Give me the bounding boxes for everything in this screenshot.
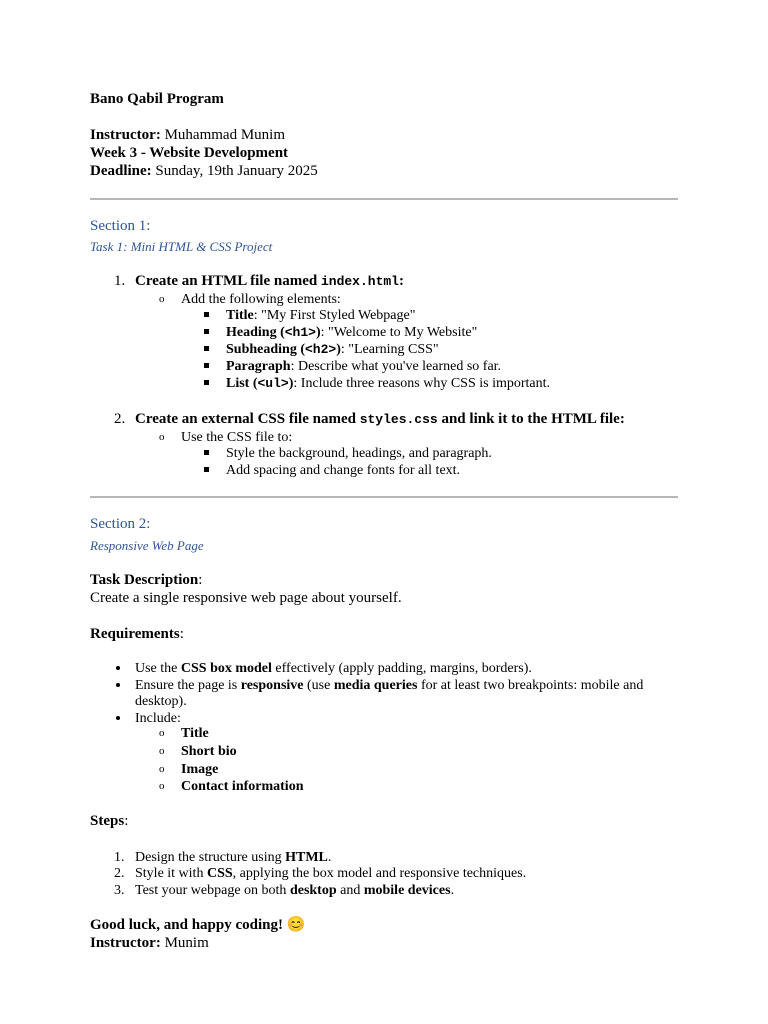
horizontal-rule (90, 198, 678, 200)
requirement-item-continued: desktop). (135, 694, 187, 709)
circle-bullet-icon: o (159, 745, 165, 757)
req-bold: CSS box model (180, 661, 272, 676)
req-text: Use the (135, 661, 181, 676)
deadline-value: Sunday, 19th January 2025 (151, 163, 318, 179)
circle-bullet-icon: o (159, 780, 165, 792)
bullet-text: : "Learning CSS" (340, 342, 439, 357)
bullet-bold: Paragraph (226, 359, 291, 374)
steps-colon: : (124, 813, 129, 829)
item-2-bullet: Add spacing and change fonts for all text. (226, 463, 461, 478)
bullet-dot-icon (116, 683, 120, 687)
item-2-lead: Create an external CSS file named (135, 411, 360, 427)
step-item (135, 849, 331, 866)
requirements-colon: : (179, 626, 184, 642)
bullet-text: : "Welcome to My Website" (320, 325, 478, 340)
item-2-sub: Use the CSS file to: (181, 430, 293, 445)
section-2-title: Section 2: (90, 516, 151, 532)
req-text: for at least two breakpoints: mobile and (417, 678, 644, 693)
requirement-item (135, 677, 643, 694)
req-bold: responsive (240, 678, 304, 693)
item-1-heading (135, 273, 404, 290)
task-description-heading (90, 572, 202, 589)
item-1-bullet-heading (226, 324, 477, 341)
item-1-bullet-paragraph (226, 358, 501, 375)
closing-instructor-name: Munim (160, 935, 209, 951)
item-2-number: 2. (114, 411, 126, 427)
circle-bullet-icon: o (159, 727, 165, 739)
task-colon: : (198, 572, 203, 588)
week-title: Week 3 - Website Development (90, 145, 289, 161)
step-number: 2. (114, 866, 125, 881)
steps-label: Steps (90, 813, 125, 829)
program-title: Bano Qabil Program (90, 91, 224, 107)
step-bold: CSS (206, 866, 233, 881)
square-bullet-icon (204, 363, 209, 368)
circle-bullet-icon: o (159, 431, 165, 443)
include-item: Title (181, 726, 209, 741)
horizontal-rule (90, 496, 678, 498)
include-item: Contact information (181, 779, 304, 794)
item-1-bullet-list (226, 375, 550, 392)
deadline-line (90, 163, 318, 180)
item-2-heading (135, 411, 625, 428)
bullet-text: : Describe what you've learned so far. (290, 359, 502, 374)
step-text: Test your webpage on both (135, 883, 290, 898)
bullet-bold-end: ) (288, 376, 294, 391)
bullet-bold: Title (226, 308, 254, 323)
bullet-bold-end: ) (315, 325, 321, 340)
bullet-bold-end: ) (336, 342, 341, 357)
closing-instructor-label: Instructor: (90, 935, 161, 951)
item-1-lead: Create an HTML file named (135, 273, 321, 289)
req-bold: media queries (333, 678, 418, 693)
deadline-label: Deadline: (90, 163, 152, 179)
step-text: . (450, 883, 455, 898)
step-item (135, 865, 526, 882)
section-2-subtitle: Responsive Web Page (90, 538, 204, 553)
step-text: Design the structure using (135, 850, 286, 865)
bullet-code: <h2> (304, 342, 337, 357)
bullet-bold: List ( (226, 376, 258, 391)
step-bold: HTML (285, 850, 328, 865)
item-1-code: index.html (320, 274, 399, 289)
steps-heading (90, 813, 128, 830)
square-bullet-icon (204, 380, 209, 385)
bullet-text: : Include three reasons why CSS is important. (293, 376, 551, 391)
closing-line: Good luck, and happy coding! 😊 (90, 917, 306, 933)
item-1-bullet-subheading (226, 341, 439, 358)
item-2-bullet: Style the background, headings, and paragraph. (226, 446, 492, 461)
task-label: Task Description (90, 572, 199, 588)
bullet-code: <h1> (284, 325, 316, 340)
square-bullet-icon (204, 450, 209, 455)
step-text: and (336, 883, 364, 898)
instructor-label: Instructor: (90, 127, 161, 143)
bullet-text: : "My First Styled Webpage" (253, 308, 416, 323)
circle-bullet-icon: o (159, 293, 165, 305)
step-number: 1. (114, 850, 125, 865)
item-2-code: styles.css (359, 412, 438, 427)
step-number: 3. (114, 883, 125, 898)
closing-instructor (90, 935, 209, 952)
step-text: . (327, 850, 332, 865)
task-description-text: Create a single responsive web page about yourself. (90, 590, 402, 606)
square-bullet-icon (204, 346, 209, 351)
req-text: (use (303, 678, 334, 693)
bullet-bold: Subheading ( (226, 342, 305, 357)
square-bullet-icon (204, 312, 209, 317)
requirements-heading (90, 626, 184, 643)
bullet-bold: Heading ( (226, 325, 285, 340)
item-1-sub: Add the following elements: (181, 292, 341, 307)
include-item: Short bio (181, 744, 237, 759)
req-text: effectively (apply padding, margins, borders). (271, 661, 532, 676)
item-1-bullet-title (226, 307, 415, 324)
step-bold: mobile devices (363, 883, 451, 898)
step-item (135, 882, 454, 899)
req-text: Ensure the page is (135, 678, 241, 693)
item-1-number: 1. (114, 273, 126, 289)
requirement-item: Include: (135, 711, 181, 726)
requirement-item (135, 660, 532, 677)
square-bullet-icon (204, 467, 209, 472)
instructor-line (90, 127, 285, 144)
bullet-code: <ul> (257, 376, 289, 391)
step-text: Style it with (135, 866, 207, 881)
instructor-name: Muhammad Munim (160, 127, 285, 143)
section-1-title: Section 1: (90, 218, 151, 234)
item-1-tail: : (398, 273, 404, 289)
section-1-subtitle: Task 1: Mini HTML & CSS Project (90, 239, 273, 254)
step-bold: desktop (289, 883, 337, 898)
bullet-dot-icon (116, 666, 120, 670)
square-bullet-icon (204, 329, 209, 334)
circle-bullet-icon: o (159, 763, 165, 775)
requirements-label: Requirements (90, 626, 180, 642)
item-2-tail: and link it to the HTML file: (437, 411, 625, 427)
include-item: Image (181, 762, 219, 777)
bullet-dot-icon (116, 716, 120, 720)
step-text: , applying the box model and responsive techniques. (232, 866, 527, 881)
